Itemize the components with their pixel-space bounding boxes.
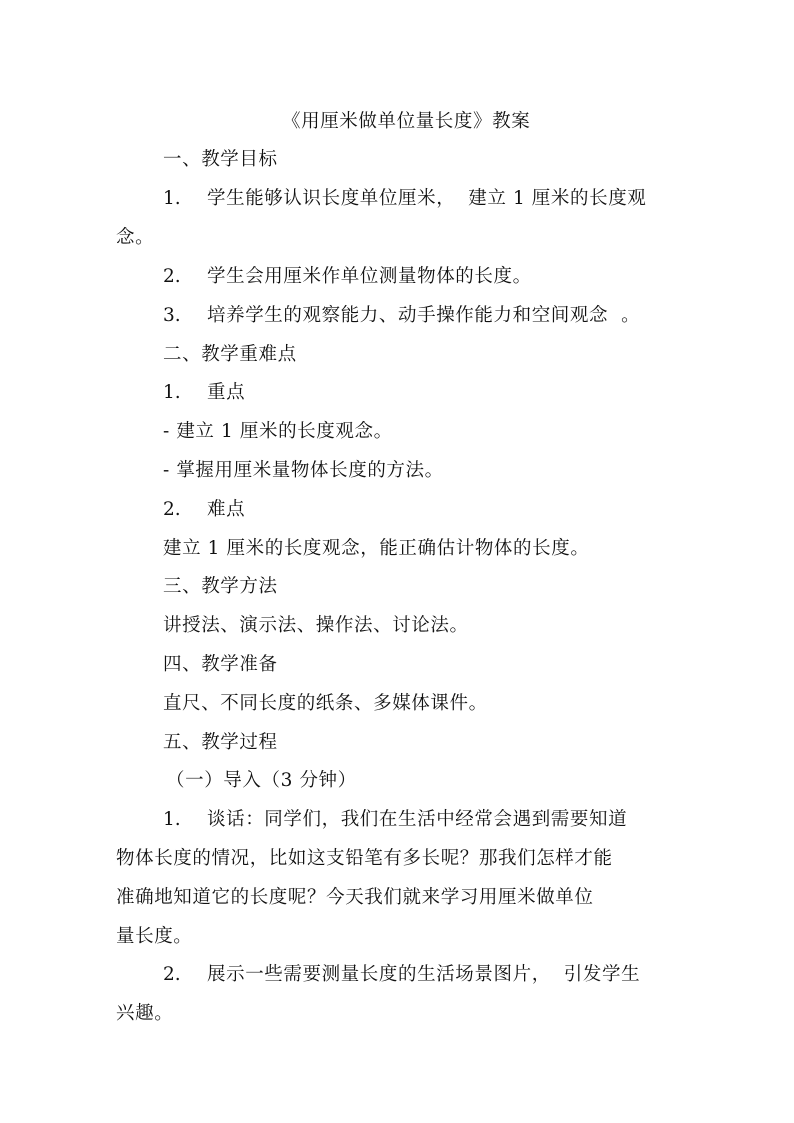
section-heading-process: 五、教学过程 bbox=[163, 732, 278, 753]
section-heading-methods: 三、教学方法 bbox=[163, 576, 278, 597]
process-item-1-line-3: 准确地知道它的长度呢？今天我们就来学习用厘米做单位 bbox=[116, 887, 594, 908]
list-number: 2. bbox=[163, 499, 181, 520]
process-item-1-line-1: 谈话：同学们，我们在生活中经常会遇到需要知道 bbox=[207, 809, 628, 830]
process-item-2-line-1: 展示一些需要测量长度的生活场景图片， 引发学生 bbox=[207, 964, 641, 985]
document-title: 《用厘米做单位量长度》教案 bbox=[282, 111, 531, 132]
goal-item-2: 学生会用厘米作单位测量物体的长度。 bbox=[207, 266, 532, 287]
goal-item-1: 学生能够认识长度单位厘米， 建立 1 厘米的长度观 bbox=[207, 188, 647, 209]
section-heading-goals: 一、教学目标 bbox=[163, 149, 278, 170]
list-number: 1. bbox=[163, 809, 181, 830]
keypoint-label: 重点 bbox=[207, 382, 246, 403]
materials-text: 直尺、不同长度的纸条、多媒体课件。 bbox=[163, 693, 488, 714]
subsection-heading-intro: （一）导入（3 分钟） bbox=[166, 770, 357, 791]
keypoint-item-2: - 掌握用厘米量物体长度的方法。 bbox=[163, 460, 444, 481]
goal-item-3: 培养学生的观察能力、动手操作能力和空间观念 。 bbox=[207, 305, 641, 326]
list-number: 3. bbox=[163, 305, 181, 326]
goal-item-1-continued: 念。 bbox=[116, 227, 155, 248]
list-number: 2. bbox=[163, 266, 181, 287]
list-number: 1. bbox=[163, 188, 181, 209]
section-heading-materials: 四、教学准备 bbox=[163, 654, 278, 675]
keypoint-item-1: - 建立 1 厘米的长度观念。 bbox=[163, 421, 393, 442]
section-heading-keypoints: 二、教学重难点 bbox=[163, 344, 297, 365]
process-item-1-line-4: 量长度。 bbox=[116, 926, 193, 947]
methods-text: 讲授法、演示法、操作法、讨论法。 bbox=[163, 615, 469, 636]
process-item-2-line-2: 兴趣。 bbox=[116, 1003, 174, 1024]
list-number: 1. bbox=[163, 382, 181, 403]
process-item-1-line-2: 物体长度的情况，比如这支铅笔有多长呢？那我们怎样才能 bbox=[116, 848, 613, 869]
list-number: 2. bbox=[163, 964, 181, 985]
difficulty-text: 建立 1 厘米的长度观念，能正确估计物体的长度。 bbox=[163, 538, 590, 559]
difficulty-label: 难点 bbox=[207, 499, 246, 520]
